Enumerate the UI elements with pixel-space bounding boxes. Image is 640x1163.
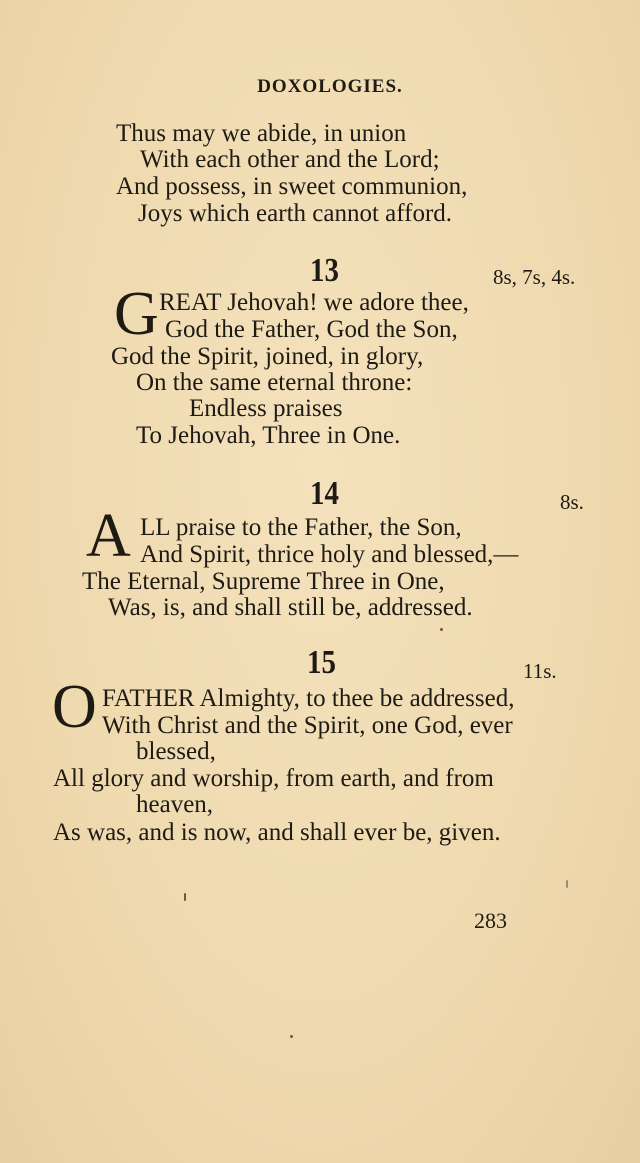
hymn-meter: 11s. [523,659,557,683]
hymn-line: REAT Jehovah! we adore thee, [159,289,469,316]
stanza-line: Thus may we abide, in union [116,120,407,147]
hymn-line: God the Spirit, joined, in glory, [111,343,424,370]
stanza-line: With each other and the Lord; [140,146,440,173]
stanza-line: And possess, in sweet communion, [116,173,468,200]
hymn-number: 13 [310,252,339,289]
drop-cap: G [114,280,159,348]
hymn-line: God the Father, God the Son, [165,316,458,343]
hymn-number: 14 [310,475,339,512]
hymn-meter: 8s, 7s, 4s. [493,265,576,289]
hymn-line: And Spirit, thrice holy and blessed,— [140,541,519,568]
paper-speck [566,880,568,888]
page-number: 283 [474,908,507,933]
hymn-line: With Christ and the Spirit, one God, ever [102,712,513,739]
hymn-line: blessed, [136,738,216,765]
drop-cap: O [52,673,97,741]
stanza-line: Joys which earth cannot afford. [138,200,453,227]
hymn-line: LL praise to the Father, the Son, [140,514,462,541]
paper-speck [290,1035,293,1038]
hymn-meter: 8s. [560,490,584,514]
hymn-line: FATHER Almighty, to thee be addressed, [102,685,515,712]
drop-cap: A [86,502,131,570]
hymn-line: All glory and worship, from earth, and from [53,765,494,792]
hymn-line: The Eternal, Supreme Three in One, [82,568,445,595]
hymn-line: As was, and is now, and shall ever be, given. [53,819,501,846]
paper-speck [184,893,186,901]
hymn-line: Endless praises [189,395,343,422]
hymn-line: heaven, [136,791,214,818]
hymn-line: On the same eternal throne: [136,369,413,396]
hymn-number: 15 [307,644,336,681]
hymn-line: Was, is, and shall still be, addressed. [108,594,473,621]
hymn-line: To Jehovah, Three in One. [136,422,401,449]
page-header: DOXOLOGIES. [257,76,403,97]
paper-speck [440,628,443,631]
